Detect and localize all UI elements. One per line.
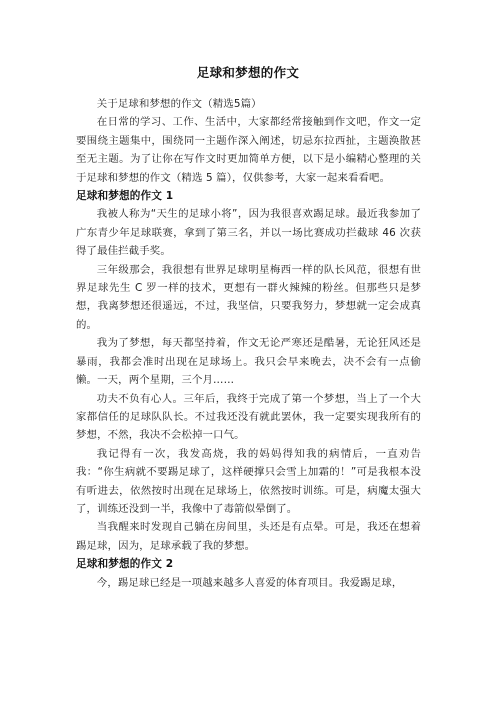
document-body xyxy=(76,95,421,592)
body-paragraph: 我为了梦想，每天都坚持着，作文无论严寒还是酷暑，无论狂风还是暴雨，我都会准时出现在足球场上。我只会早来晚去，决不会有一点偷懒。一天，两个星期，三个月…… xyxy=(76,337,421,387)
body-paragraph: 我被人称为“天生的足球小将”，因为我很喜欢踢足球。最近我参加了广东青少年足球联赛，拿到了第三名，并以一场比赛成功拦截球 46 次获得了最佳拦截手奖。 xyxy=(76,208,421,258)
body-paragraph: 当我醒来时发现自己躺在房间里，头还是有点晕。可是，我还在想着踢足球，因为，足球承载了我的梦想。 xyxy=(76,521,421,552)
section-heading: 足球和梦想的作文 2 xyxy=(76,558,174,571)
intro-paragraph: 在日常的学习、工作、生活中，大家都经常接触到作文吧，作文一定要围绕主题集中，围绕同一主题作深入阐述，切忌东拉西扯，主题涣散甚至无主题。为了让你在写作文时更加简单方便，以下是小编精心整理的关于足球和梦想的作文（精选 5 篇），仅供参考，大家一起来看看吧。 xyxy=(76,116,421,184)
section-heading: 足球和梦想的作文 1 xyxy=(76,190,174,203)
body-paragraph: 今，踢足球已经是一项越来越多人喜爱的体育项目。我爱踢足球， xyxy=(96,576,403,589)
body-paragraph: 三年级那会，我很想有世界足球明星梅西一样的队长风范，很想有世界足球先生 C 罗一样的技术，更想有一群火辣辣的粉丝。但那些只是梦想，我离梦想还很遥远，不过，我坚信，只要我努力，梦想就一定会成真的。 xyxy=(76,263,421,331)
intro-paragraph: 关于足球和梦想的作文（精选5篇） xyxy=(96,98,262,110)
body-paragraph: 功夫不负有心人。三年后，我终于完成了第一个梦想，当上了一个大家都信任的足球队队长。不过我还没有就此罢休，我一定要实现我所有的梦想，不然，我决不会松掉一口气。 xyxy=(76,392,421,442)
document-title: 足球和梦想的作文 xyxy=(196,65,300,80)
body-paragraph: 我记得有一次，我发高烧，我的妈妈得知我的病情后，一直劝告我：“你生病就不要踢足球了，这样硬撑只会雪上加霜的！”可是我根本没有听进去，依然按时出现在足球场上，依然按时训练。可是，病魔太强大了，训练还没到一半，我像中了毒箭似晕倒了。 xyxy=(76,447,421,515)
